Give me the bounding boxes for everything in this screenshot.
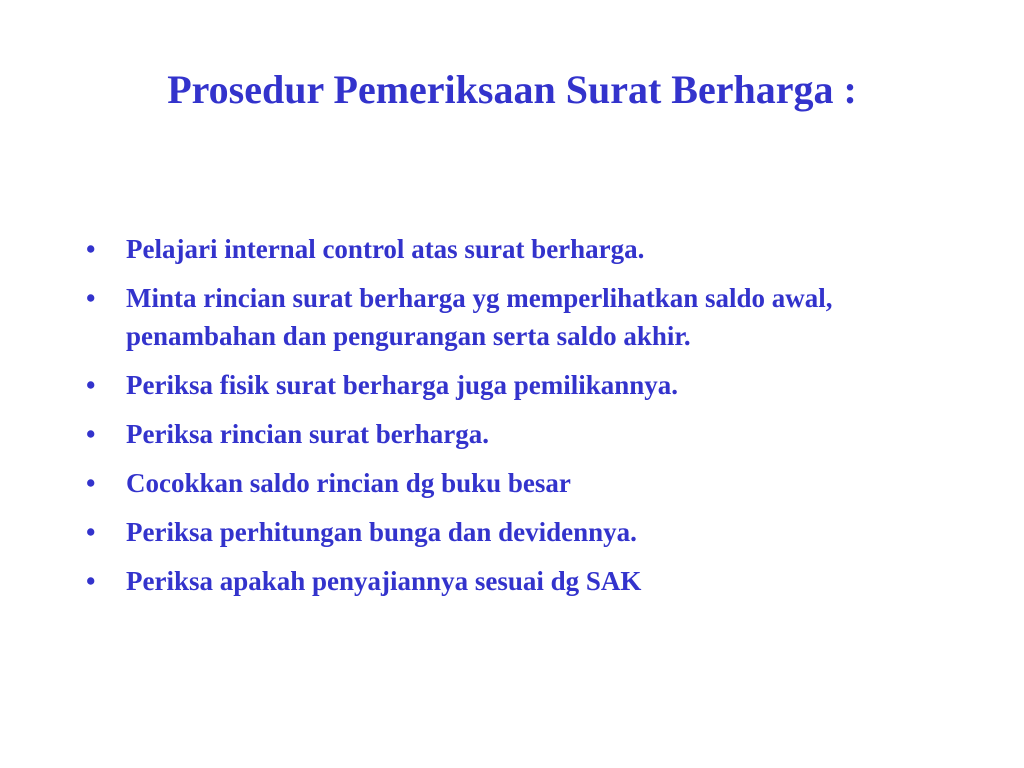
bullet-text: Periksa perhitungan bunga dan devidennya. xyxy=(126,517,637,547)
bullet-text: Pelajari internal control atas surat berharga. xyxy=(126,234,645,264)
bullet-list xyxy=(86,230,966,611)
bullet-icon: • xyxy=(86,370,96,400)
bullet-text: Periksa fisik surat berharga juga pemilikannya. xyxy=(126,370,679,400)
list-item xyxy=(86,513,966,551)
bullet-text: Periksa rincian surat berharga. xyxy=(126,419,489,449)
bullet-text: Minta rincian surat berharga yg memperlihatkan saldo awal, penambahan dan pengurangan serta saldo akhir. xyxy=(126,283,833,351)
slide-title: Prosedur Pemeriksaan Surat Berharga : xyxy=(167,67,857,112)
list-item xyxy=(86,230,966,268)
bullet-icon: • xyxy=(86,468,96,498)
list-item xyxy=(86,562,966,600)
list-item xyxy=(86,464,966,502)
list-item xyxy=(86,279,966,355)
bullet-icon: • xyxy=(86,234,96,264)
bullet-text: Periksa apakah penyajiannya sesuai dg SAK xyxy=(126,566,642,596)
bullet-icon: • xyxy=(86,419,96,449)
bullet-text: Cocokkan saldo rincian dg buku besar xyxy=(126,468,571,498)
bullet-icon: • xyxy=(86,566,96,596)
list-item xyxy=(86,366,966,404)
bullet-icon: • xyxy=(86,283,96,313)
list-item xyxy=(86,415,966,453)
bullet-icon: • xyxy=(86,517,96,547)
